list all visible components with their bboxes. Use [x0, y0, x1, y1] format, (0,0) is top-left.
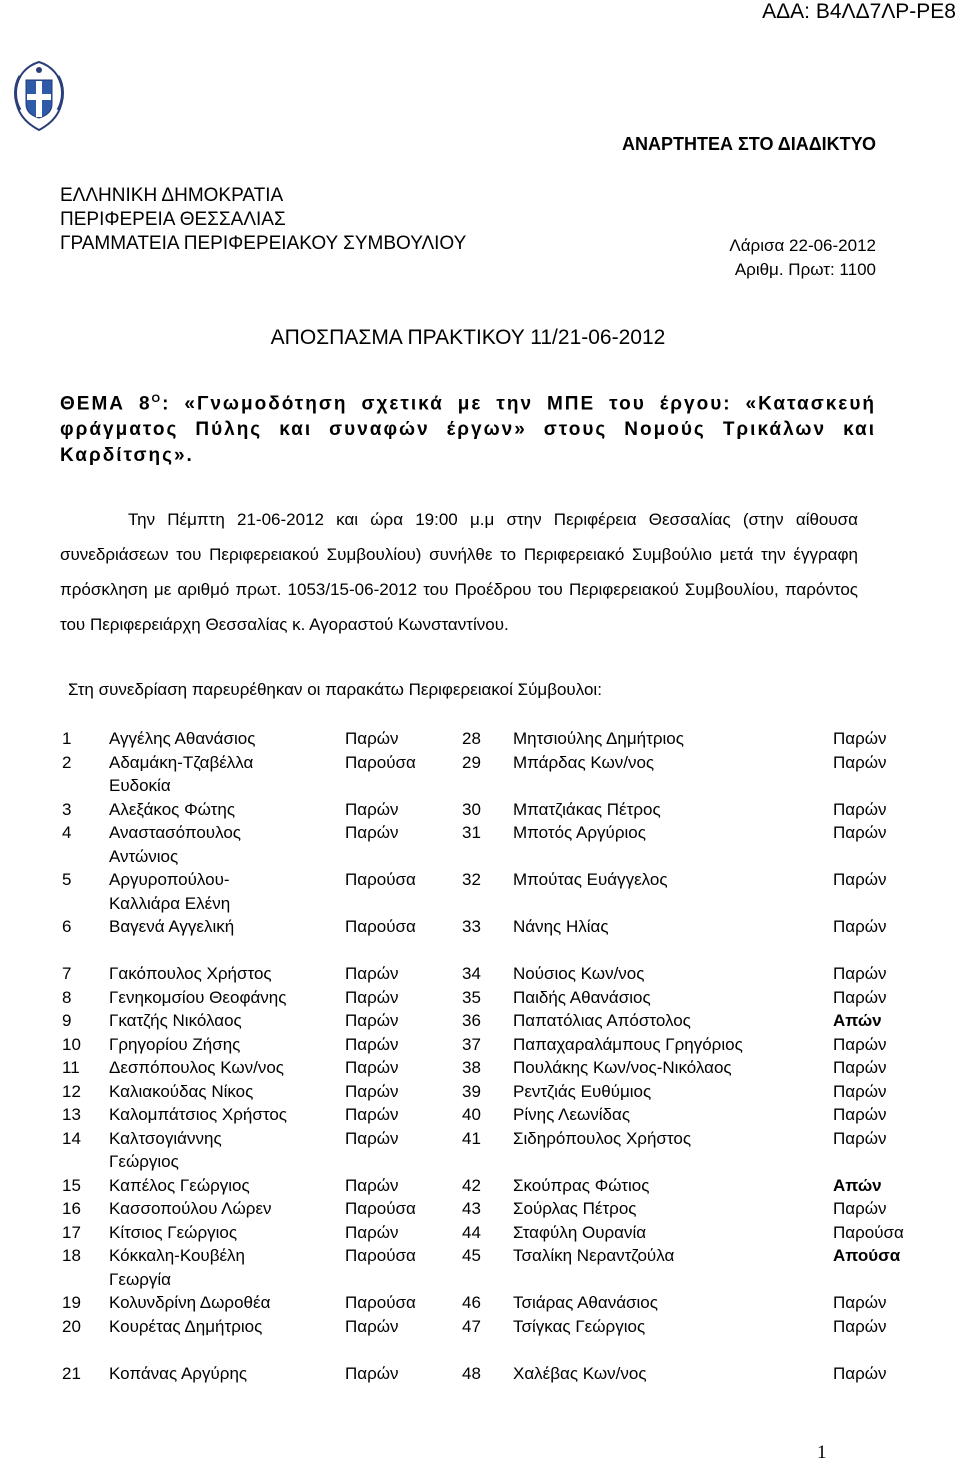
member-status: Παρών — [345, 1034, 399, 1054]
member-status: Παρούσα — [345, 1199, 416, 1218]
member-name: Σούρλας Πέτρος — [513, 1199, 637, 1218]
member-number: 33 — [462, 917, 481, 936]
member-name: Νούσιος Κων/νος — [513, 964, 645, 983]
member-name: Μπούτας Ευάγγελος — [513, 870, 668, 889]
member-status: Παρών — [345, 1316, 399, 1336]
member-number: 14 — [62, 1128, 81, 1148]
member-status: Παρών — [833, 1034, 887, 1054]
subject-label-superscript: Ο — [151, 393, 163, 405]
member-number: 39 — [462, 1081, 481, 1101]
member-name: Σκούπρας Φώτιος — [513, 1175, 650, 1195]
member-name: Ρίνης Λεωνίδας — [513, 1105, 631, 1124]
member-number: 43 — [462, 1199, 481, 1218]
table-row — [60, 1244, 930, 1291]
member-number: 21 — [62, 1363, 81, 1383]
table-row — [60, 1291, 930, 1315]
member-status: Παρών — [345, 1363, 399, 1383]
table-row — [60, 1080, 930, 1104]
member-name: Αδαμάκη-Τζαβέλλα Ευδοκία — [109, 752, 254, 795]
member-number: 16 — [62, 1199, 81, 1218]
member-status: Παρών — [833, 752, 887, 772]
member-name: Μποτός Αργύριος — [513, 823, 646, 842]
table-row — [60, 1174, 930, 1198]
member-number: 8 — [62, 987, 72, 1007]
member-status: Παρών — [833, 1199, 887, 1218]
member-status: Παρούσα — [345, 917, 416, 936]
table-row — [60, 751, 930, 798]
member-status: Παρούσα — [833, 1222, 904, 1242]
member-name: Τσίγκας Γεώργιος — [513, 1316, 646, 1336]
table-row — [60, 1033, 930, 1057]
member-name: Κασσοπούλου Λώρεν — [109, 1199, 272, 1218]
member-status: Παρών — [833, 1105, 887, 1124]
member-name: Κόκκαλη-Κουβέλη Γεωργία — [109, 1246, 246, 1289]
member-number: 46 — [462, 1293, 481, 1312]
sender-line: ΓΡΑΜΜΑΤΕΙΑ ΠΕΡΙΦΕΡΕΙΑΚΟΥ ΣΥΜΒΟΥΛΙΟΥ — [60, 233, 467, 254]
subject-paragraph — [60, 386, 876, 469]
member-name: Αλεξάκος Φώτης — [109, 799, 236, 819]
present-intro: Στη συνεδρίαση παρευρέθηκαν οι παρακάτω Περιφερειακοί Σύμβουλοι: — [68, 680, 602, 699]
table-row — [60, 1127, 930, 1174]
member-name: Καλιακούδας Νίκος — [109, 1081, 254, 1101]
table-row — [60, 868, 930, 915]
member-number: 5 — [62, 870, 72, 889]
member-name: Πουλάκης Κων/νος-Νικόλαος — [513, 1058, 732, 1077]
member-number: 38 — [462, 1058, 481, 1077]
member-name: Γκατζής Νικόλαος — [109, 1011, 242, 1030]
member-number: 47 — [462, 1316, 481, 1336]
member-status: Παρών — [833, 1363, 887, 1383]
member-status: Παρών — [833, 987, 887, 1007]
table-row — [60, 1009, 930, 1033]
member-status: Παρών — [345, 1011, 399, 1030]
member-status: Παρών — [833, 823, 887, 842]
document-title: ΑΠΟΣΠΑΣΜΑ ΠΡΑΚΤΙΚΟΥ 11/21-06-2012 — [270, 326, 666, 349]
member-status: Παρών — [833, 1128, 887, 1148]
table-row — [60, 962, 930, 986]
member-name: Καλομπάτσιος Χρήστος — [109, 1105, 287, 1124]
member-name: Παιδής Αθανάσιος — [513, 987, 651, 1007]
member-status: Παρούσα — [345, 1246, 416, 1265]
protocol-number: Αριθμ. Πρωτ: 1100 — [734, 260, 876, 279]
table-row — [60, 1197, 930, 1221]
member-number: 41 — [462, 1128, 481, 1148]
member-status: Παρούσα — [345, 752, 416, 772]
member-name: Κουρέτας Δημήτριος — [109, 1316, 263, 1336]
sender-line: ΠΕΡΙΦΕΡΕΙΑ ΘΕΣΣΑΛΙΑΣ — [60, 209, 286, 230]
member-number: 17 — [62, 1222, 81, 1242]
member-status: Παρών — [345, 1222, 399, 1242]
member-name: Αργυροπούλου-Καλλιάρα Ελένη — [109, 870, 231, 913]
member-number: 13 — [62, 1105, 81, 1124]
member-status: Παρών — [345, 1105, 399, 1124]
sender-block — [60, 184, 466, 256]
table-row — [60, 1221, 930, 1245]
member-name: Βαγενά Αγγελική — [109, 917, 235, 936]
member-number: 19 — [62, 1293, 81, 1312]
member-number: 34 — [462, 964, 481, 983]
member-name: Μπατζιάκας Πέτρος — [513, 799, 661, 819]
member-number: 37 — [462, 1034, 481, 1054]
place-date-block — [729, 234, 876, 282]
member-number: 18 — [62, 1246, 81, 1265]
member-number: 44 — [462, 1222, 481, 1242]
table-row — [60, 798, 930, 822]
member-number: 12 — [62, 1081, 81, 1101]
member-number: 2 — [62, 752, 72, 772]
member-number: 28 — [462, 729, 481, 748]
member-name: Παπαχαραλάμπους Γρηγόριος — [513, 1034, 743, 1054]
member-status: Παρών — [345, 823, 399, 842]
member-number: 9 — [62, 1011, 72, 1030]
table-row — [60, 1103, 930, 1127]
member-name: Γακόπουλος Χρήστος — [109, 964, 272, 983]
member-status: Παρών — [833, 1058, 887, 1077]
page-number: 1 — [817, 1442, 827, 1463]
member-status: Παρών — [833, 729, 887, 748]
member-name: Κολυνδρίνη Δωροθέα — [109, 1293, 271, 1312]
member-number: 29 — [462, 752, 481, 772]
member-number: 32 — [462, 870, 481, 889]
greek-emblem-icon — [8, 58, 70, 134]
member-name: Νάνης Ηλίας — [513, 917, 609, 936]
member-status: Παρούσα — [345, 870, 416, 889]
member-status: Παρών — [345, 964, 399, 983]
member-status: Απών — [833, 1011, 882, 1030]
member-number: 45 — [462, 1246, 481, 1265]
table-row — [60, 1056, 930, 1080]
member-number: 40 — [462, 1105, 481, 1124]
member-status: Παρών — [833, 917, 887, 936]
table-row — [60, 1362, 930, 1386]
member-name: Γενηκομσίου Θεοφάνης — [109, 987, 287, 1007]
member-name: Κοπάνας Αργύρης — [109, 1363, 248, 1383]
member-name: Γρηγορίου Ζήσης — [109, 1034, 241, 1054]
member-name: Μητσιούλης Δημήτριος — [513, 729, 684, 748]
member-status: Παρών — [345, 1081, 399, 1101]
member-status: Παρών — [833, 1316, 887, 1336]
member-name: Τσαλίκη Νεραντζούλα — [513, 1246, 675, 1265]
member-number: 35 — [462, 987, 481, 1007]
member-number: 48 — [462, 1363, 481, 1383]
subject-label: ΘΕΜΑ 8 — [60, 393, 152, 415]
member-name: Κίτσιος Γεώργιος — [109, 1222, 238, 1242]
member-number: 11 — [62, 1058, 80, 1077]
member-name: Ρεντζιάς Ευθύμιος — [513, 1081, 652, 1101]
member-status: Παρών — [345, 1128, 399, 1148]
member-status: Παρών — [345, 729, 399, 748]
intro-paragraph: Την Πέμπτη 21-06-2012 και ώρα 19:00 μ.μ στην Περιφέρεια Θεσσαλίας (στην αίθουσα συνεδριάσεων του Περιφερειακού Συμβουλίου) συνήλθε το Περιφερειακό Συμβούλιο μετά την έγγραφη πρόσκληση με αριθμό πρωτ. 1053/15-06-2012 του Προέδρου του Περιφερειακού Συμβουλίου, παρόντος του Περιφερειάρχη Θεσσαλίας κ. Αγοραστού Κωνσταντίνου. — [60, 510, 858, 634]
member-status: Παρών — [833, 799, 887, 819]
member-status: Παρών — [345, 1058, 399, 1077]
member-status: Παρών — [345, 1175, 399, 1195]
ada-code: ΑΔΑ: Β4ΛΔ7ΛΡ-ΡΕ8 — [762, 0, 956, 23]
table-row — [60, 915, 930, 939]
member-name: Αγγέλης Αθανάσιος — [109, 729, 256, 748]
member-name: Αναστασόπουλος Αντώνιος — [109, 823, 241, 866]
member-number: 15 — [62, 1175, 81, 1195]
table-row — [60, 986, 930, 1010]
table-row — [60, 1315, 930, 1339]
member-number: 6 — [62, 917, 72, 936]
sender-line: ΕΛΛΗΝΙΚΗ ΔΗΜΟΚΡΑΤΙΑ — [60, 185, 284, 206]
member-number: 20 — [62, 1316, 81, 1336]
members-table — [60, 727, 930, 1385]
member-status: Απών — [833, 1175, 882, 1195]
member-number: 3 — [62, 799, 72, 819]
member-number: 31 — [462, 823, 481, 842]
member-name: Σιδηρόπουλος Χρήστος — [513, 1128, 692, 1148]
table-row — [60, 821, 930, 868]
member-name: Καλτσογιάννης Γεώργιος — [109, 1128, 222, 1171]
member-status: Απούσα — [833, 1246, 901, 1265]
member-status: Παρών — [345, 987, 399, 1007]
member-name: Τσιάρας Αθανάσιος — [513, 1293, 658, 1312]
member-status: Παρών — [833, 1081, 887, 1101]
member-number: 36 — [462, 1011, 481, 1030]
member-name: Σταφύλη Ουρανία — [513, 1222, 647, 1242]
member-name: Μπάρδας Κων/νος — [513, 752, 655, 772]
subject-text: : «Γνωμοδότηση σχετικά με την ΜΠΕ του έργου: «Κατασκευή φράγματος Πύλης και συναφών έργων» στους Νομούς Τρικάλων και Καρδίτσης». — [60, 393, 876, 467]
member-status: Παρούσα — [345, 1293, 416, 1312]
member-number: 7 — [62, 964, 72, 983]
member-status: Παρών — [833, 1293, 887, 1312]
member-name: Παπατόλιας Απόστολος — [513, 1011, 691, 1030]
table-row — [60, 727, 930, 751]
member-number: 1 — [62, 729, 72, 748]
member-number: 30 — [462, 799, 481, 819]
member-name: Δεσπόπουλος Κων/νος — [109, 1058, 284, 1077]
member-name: Χαλέβας Κων/νος — [513, 1363, 647, 1383]
place-date: Λάρισα 22-06-2012 — [729, 236, 876, 255]
member-status: Παρών — [345, 799, 399, 819]
member-number: 10 — [62, 1034, 81, 1054]
member-name: Καπέλος Γεώργιος — [109, 1175, 250, 1195]
member-status: Παρών — [833, 964, 887, 983]
posted-online-label: ΑΝΑΡΤΗΤΕΑ ΣΤΟ ΔΙΑΔΙΚΤΥΟ — [622, 134, 876, 154]
member-number: 42 — [462, 1175, 481, 1195]
member-number: 4 — [62, 823, 72, 842]
member-status: Παρών — [833, 870, 887, 889]
